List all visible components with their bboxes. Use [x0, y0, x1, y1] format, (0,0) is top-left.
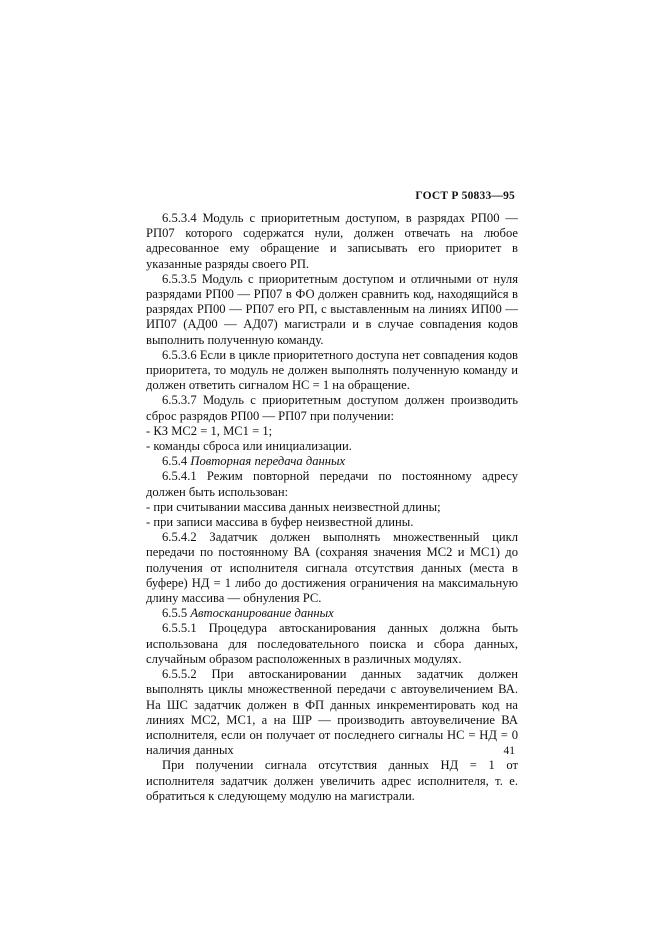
paragraph-6-5-5-2: 6.5.5.2 При автосканировании данных задатчик должен выполнять циклы множественной передачи с автоувеличением ВА. На ШС задатчик должен в ФП данных инкрементировать код на линиях МС2, МС1, а на ШР — производить автоувеличение ВА исполнителя, если он получает от последнего сигналы НС = НД = 0 наличия данных — [146, 667, 518, 758]
list-item-reading-array: - при считывании массива данных неизвестной длины; — [146, 499, 441, 514]
list-item-reset-command: - команды сброса или инициализации. — [146, 439, 352, 454]
section-number: 6.5.5 — [162, 606, 188, 621]
document-body — [146, 211, 518, 804]
page-header-standard: ГОСТ Р 50833—95 — [415, 190, 515, 202]
page-number: 41 — [503, 745, 515, 757]
paragraph-6-5-3-5: 6.5.3.5 Модуль с приоритетным доступом и отличными от нуля разрядами РП00 — РП07 в ФО должен сравнить код, находящийся в разрядах РП00 — РП07 его РП, с выставленным на линиях ИП00 — ИП07 (АД00 — АД07) магистрали и в случае совпадения кодов выполнить полученную команду. — [146, 271, 518, 347]
section-number: 6.5.4 — [162, 454, 188, 469]
paragraph-6-5-4-2: 6.5.4.2 Задатчик должен выполнять множественный цикл передачи по постоянному ВА (сохраняя значения МС2 и МС1) до получения от исполнителя сигнала отсутствия данных (места в буфере) НД = 1 либо до достижения ограничения на максимальную длину массива — обнуления РС. — [146, 530, 518, 606]
list-item-kz: - КЗ МС2 = 1, МС1 = 1; — [146, 423, 273, 438]
section-title: Повторная передача данных — [190, 454, 346, 469]
paragraph-6-5-3-7: 6.5.3.7 Модуль с приоритетным доступом должен производить сброс разрядов РП00 — РП07 при получении: — [146, 393, 518, 423]
paragraph-6-5-3-4: 6.5.3.4 Модуль с приоритетным доступом, в разрядах РП00 — РП07 которого содержатся нули, должен отвечать на любое адресованное ему обращение и записывать его приоритет в указанные разряды своего РП. — [146, 211, 518, 271]
paragraph-6-5-5-1: 6.5.5.1 Процедура автосканирования данных должна быть использована для последовательного поиска и сбора данных, случайным образом расположенных в различных модулях. — [146, 621, 518, 666]
section-heading-6-5-4 — [146, 454, 518, 469]
section-heading-6-5-5 — [146, 606, 518, 621]
paragraph-no-data-signal: При получении сигнала отсутствия данных НД = 1 от исполнителя задатчик должен увеличить адрес исполнителя, т. е. обратиться к следующему модулю на магистрали. — [146, 758, 518, 803]
paragraph-6-5-3-6: 6.5.3.6 Если в цикле приоритетного доступа нет совпадения кодов приоритета, то модуль не должен выполнять полученную команду и должен ответить сигналом НС = 1 на обращение. — [146, 347, 518, 393]
list-item-writing-buffer: - при записи массива в буфер неизвестной длины. — [146, 515, 414, 530]
paragraph-6-5-4-1: 6.5.4.1 Режим повторной передачи по постоянному адресу должен быть использован: — [146, 469, 518, 499]
section-title: Автосканирование данных — [190, 606, 334, 621]
